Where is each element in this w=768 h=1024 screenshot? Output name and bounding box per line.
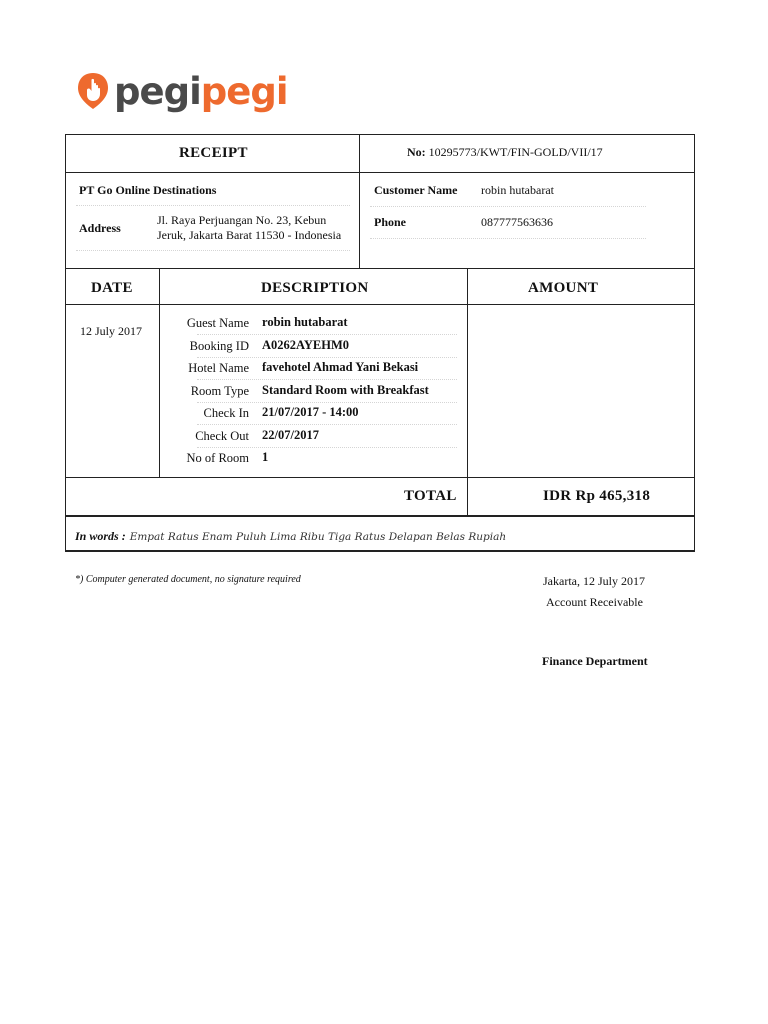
address-line-2: Jeruk, Jakarta Barat 11530 - Indonesia <box>157 228 342 242</box>
total-label: TOTAL <box>404 488 457 504</box>
column-header-date: DATE <box>91 280 133 296</box>
place-date: Jakarta, 12 July 2017 <box>543 574 645 588</box>
detail-value: 1 <box>262 450 269 464</box>
footer-note: *) Computer generated document, no signature required <box>75 574 301 585</box>
detail-label: Guest Name <box>186 316 249 330</box>
receipt-number-label: No: <box>407 145 426 159</box>
detail-label: No of Room <box>186 451 249 465</box>
phone-value: 087777563636 <box>481 215 553 229</box>
in-words <box>75 527 506 545</box>
detail-label: Room Type <box>190 383 249 398</box>
receipt-number <box>407 145 603 160</box>
detail-value: 21/07/2017 - 14:00 <box>262 405 359 419</box>
detail-label: Check In <box>203 406 249 420</box>
customer-name-value: robin hutabarat <box>481 183 554 197</box>
detail-value: A0262AYEHM0 <box>262 337 350 352</box>
logo-text-dark: pegi <box>114 69 201 113</box>
receipt-number-value: 10295773/KWT/FIN-GOLD/VII/17 <box>428 145 603 159</box>
detail-value: Standard Room with Breakfast <box>262 382 429 397</box>
detail-row <box>129 448 459 471</box>
in-words-label: In words : <box>75 529 126 543</box>
booking-date: 12 July 2017 <box>80 324 143 338</box>
detail-row <box>129 336 459 359</box>
address-value <box>157 213 341 243</box>
detail-value: robin hutabarat <box>262 315 348 329</box>
total-amount: IDR Rp 465,318 <box>543 488 651 504</box>
detail-row <box>129 358 459 381</box>
detail-label: Check Out <box>195 428 249 443</box>
column-header-description: DESCRIPTION <box>261 280 369 296</box>
detail-row <box>129 381 459 404</box>
detail-label: Hotel Name <box>188 361 249 375</box>
detail-value: favehotel Ahmad Yani Bekasi <box>262 360 419 374</box>
booking-details <box>129 313 459 471</box>
logo-text-orange: pegi <box>200 69 288 113</box>
hand-pin-icon <box>76 71 110 111</box>
column-header-amount: AMOUNT <box>528 280 599 296</box>
in-words-value: Empat Ratus Enam Puluh Lima Ribu Tiga Ratus Delapan Belas Rupiah <box>129 531 507 543</box>
detail-label: Booking ID <box>189 338 249 353</box>
phone-label: Phone <box>374 215 407 229</box>
pegipegi-logo <box>76 66 288 116</box>
receipt-title: RECEIPT <box>179 145 248 161</box>
detail-row <box>129 313 459 336</box>
address-label: Address <box>79 221 121 235</box>
detail-row <box>129 426 459 449</box>
finance-department: Finance Department <box>542 654 648 668</box>
role: Account Receivable <box>546 595 643 609</box>
customer-name-label: Customer Name <box>374 183 458 197</box>
address-line-1: Jl. Raya Perjuangan No. 23, Kebun <box>157 213 327 227</box>
company-name: PT Go Online Destinations <box>79 183 217 197</box>
detail-value: 22/07/2017 <box>262 427 319 442</box>
detail-row <box>129 403 459 426</box>
